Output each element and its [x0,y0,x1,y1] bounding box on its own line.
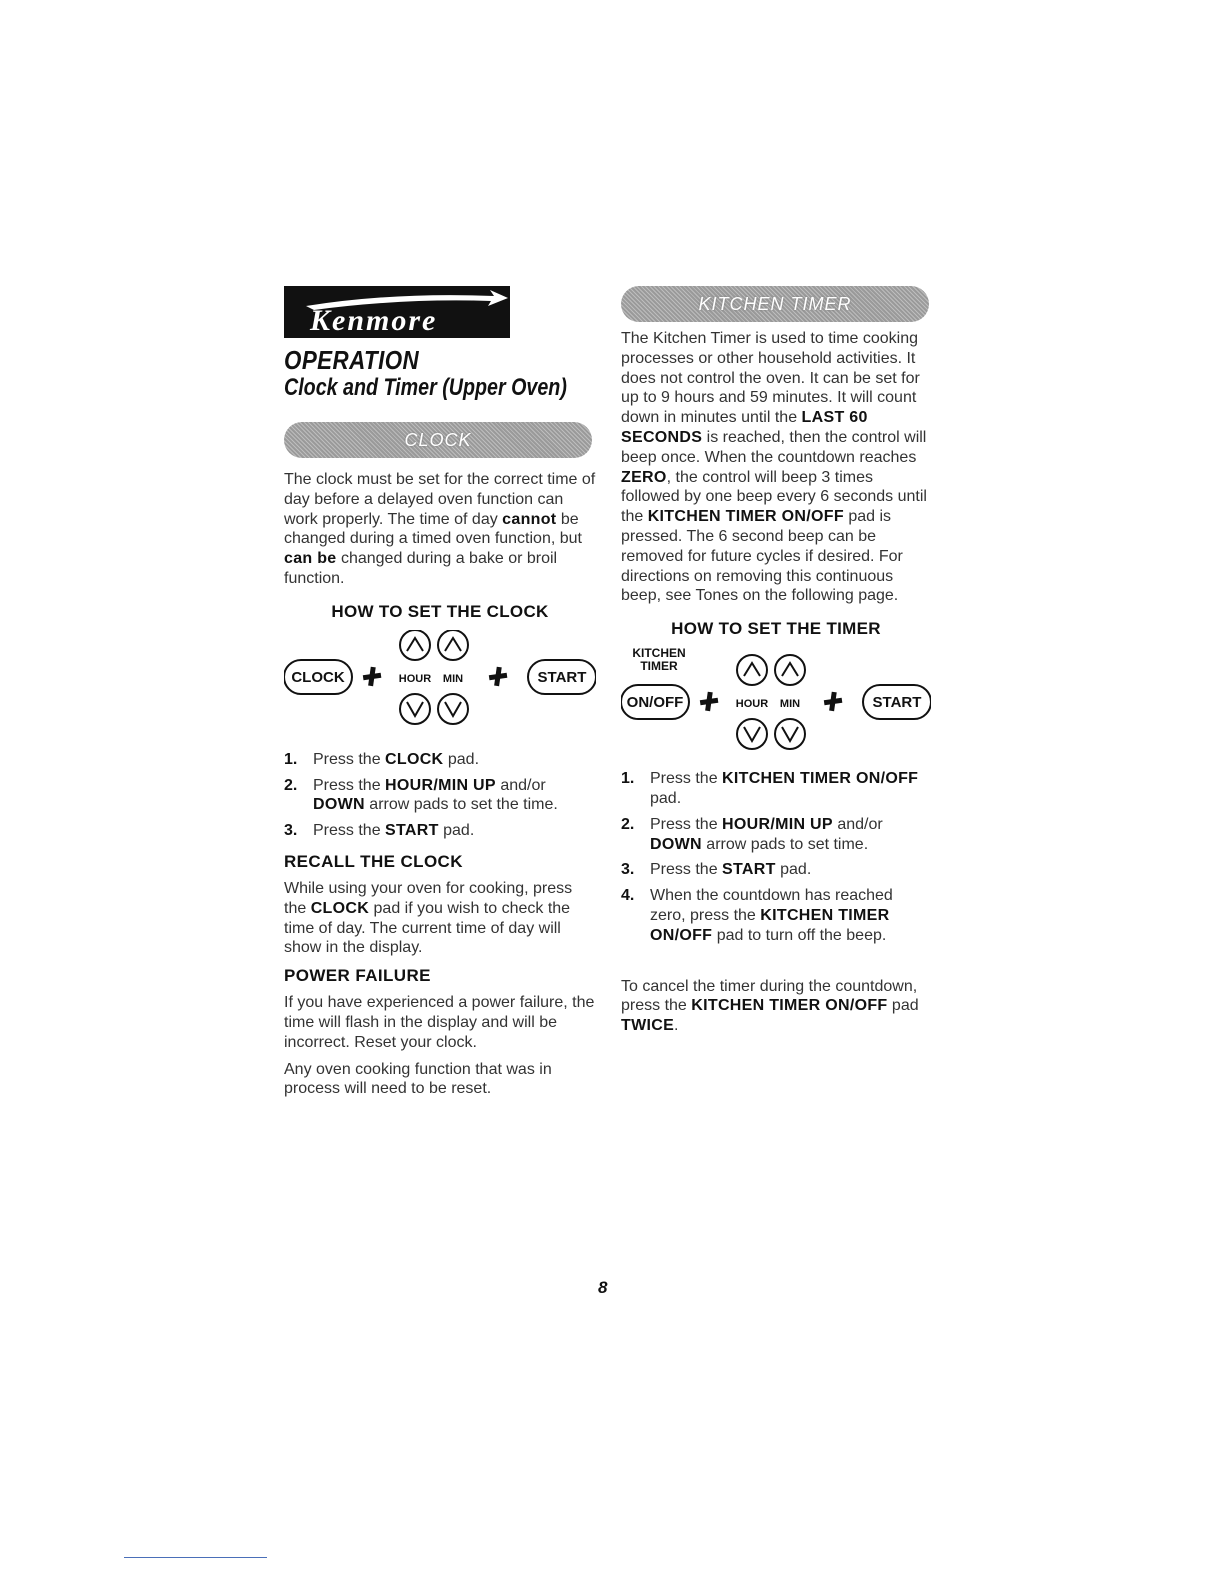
clock-steps [284,750,596,841]
svg-text:TIMER: TIMER [640,659,678,674]
hour-up-circle [737,655,767,685]
timer-steps [621,769,931,945]
timer-intro: The Kitchen Timer is used to time cooking processes or other household activities. It does not control the oven. It can be set for up to 9 hours and 59 minutes. It will count down in minutes until the LAST 60 SECONDS is reached, then the control will beep once. When the countdown reaches ZERO, the control will beep 3 times followed by one beep every 6 seconds until the KITCHEN TIMER ON/OFF pad is pressed. The 6 second beep can be removed for future cycles if desired. For directions on removing this continuous beep, see Tones on the following page. [621,330,927,605]
up-arrow-icon [445,638,461,651]
list-item: 2. Press the HOUR/MIN UP and/or DOWN arrow pads to set time. [621,815,883,853]
down-arrow-icon [445,702,461,716]
down-arrow-icon [407,702,423,716]
svg-text:HOUR: HOUR [398,672,432,685]
timer-keypad-diagram [621,647,931,755]
how-to-set-timer-heading: HOW TO SET THE TIMER [671,619,881,639]
svg-text:MIN: MIN [779,698,801,711]
power-failure-text-2: Any oven cooking function that was in process will need to be reset. [284,1060,552,1098]
svg-text:CLOCK: CLOCK [291,668,345,686]
svg-text:MIN: MIN [442,672,464,685]
up-arrow-icon [782,663,798,676]
clock-intro: The clock must be set for the correct time of day before a delayed oven function can work properly. The time of day cannot be changed during a timed oven function, but can be changed during a bake or broil function. [284,471,596,587]
right-column [621,286,931,1036]
up-arrow-icon [744,663,760,676]
list-item: 3. Press the START pad. [621,861,812,879]
page-number: 8 [598,1278,608,1297]
kitchen-timer-banner: KITCHEN TIMER [621,286,929,322]
kitchen-timer-label: KITCHEN [632,647,686,661]
list-item: 3. Press the START pad. [284,822,475,840]
list-item: 2. Press the HOUR/MIN UP and/or DOWN arrow pads to set the time. [284,776,558,814]
kenmore-logo [284,286,510,338]
clock-keypad-diagram [284,630,596,730]
recall-clock-text: While using your oven for cooking, press the CLOCK pad if you wish to check the time of day. The current time of day will show in the display. [284,879,573,957]
min-down-circle [438,694,468,724]
power-failure-text: If you have experienced a power failure, the time will flash in the display and will be incorrect. Reset your clock. [284,994,595,1051]
clock-banner: CLOCK [284,422,592,458]
how-to-set-clock-heading: HOW TO SET THE CLOCK [331,601,549,621]
down-arrow-icon [744,727,760,741]
min-up-circle [438,630,468,660]
svg-text:START: START [537,668,587,686]
list-item: 1. Press the KITCHEN TIMER ON/OFF pad. [621,770,919,807]
svg-text:ON/OFF: ON/OFF [626,694,684,712]
hour-down-circle [737,719,767,749]
down-arrow-icon [782,727,798,741]
section-title: OPERATION [284,345,420,375]
power-failure-heading: POWER FAILURE [284,966,431,986]
section-subtitle: Clock and Timer (Upper Oven) [284,374,567,401]
list-item: 4. When the countdown has reached zero, press the KITCHEN TIMER ON/OFF pad to turn off the beep. [621,887,893,944]
recall-clock-heading: RECALL THE CLOCK [284,851,463,871]
svg-text:HOUR: HOUR [735,698,769,711]
cancel-timer-text: To cancel the timer during the countdown, press the KITCHEN TIMER ON/OFF pad TWICE. [621,977,919,1035]
min-up-circle [775,655,805,685]
min-down-circle [775,719,805,749]
svg-text:START: START [872,694,922,712]
left-column [284,286,596,1099]
hour-up-circle [400,630,430,660]
logo-text: Kenmore [310,304,438,337]
hour-down-circle [400,694,430,724]
up-arrow-icon [407,638,423,651]
list-item: 1. Press the CLOCK pad. [284,750,480,768]
footer-rule [124,1557,267,1558]
